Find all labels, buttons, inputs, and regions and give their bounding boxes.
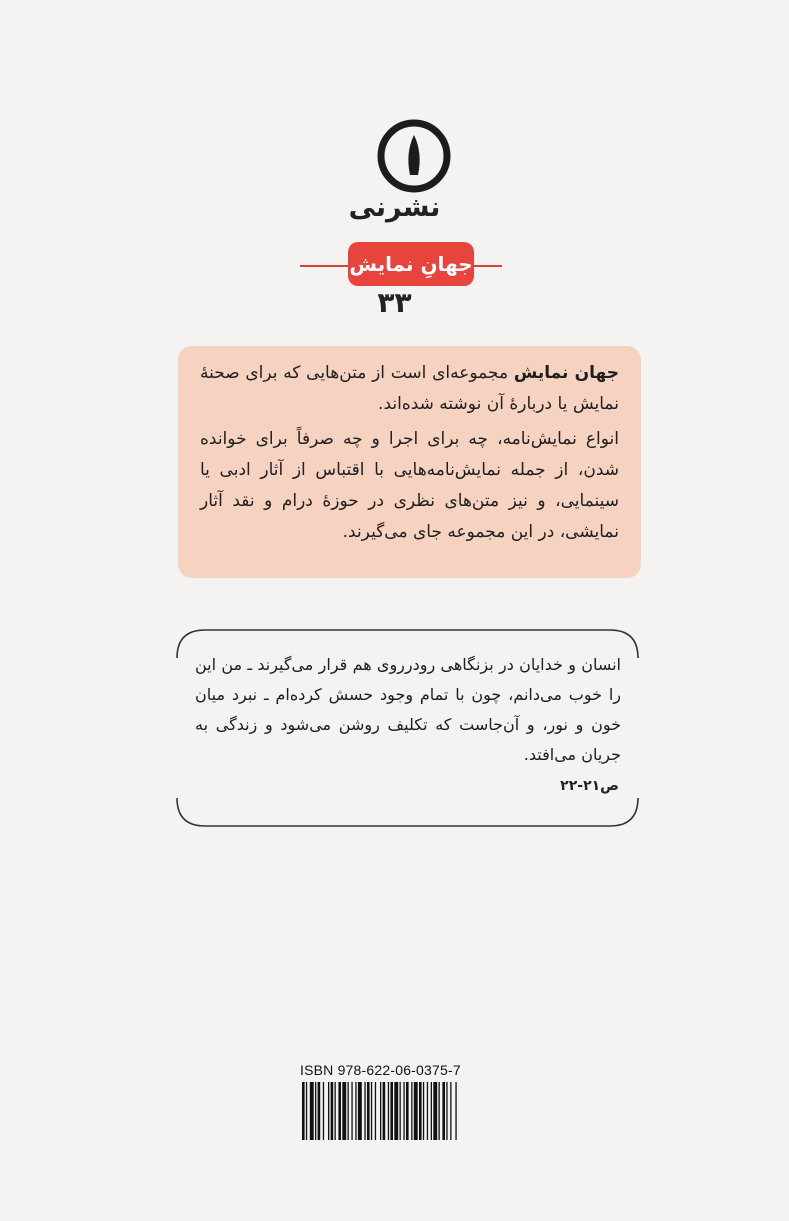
- barcode-bar: [348, 1082, 349, 1140]
- description-text-1: مجموعه‌ای است از متن‌هایی که برای صحنهٔ نمایش یا دربارهٔ آن نوشته شده‌اند.: [200, 363, 619, 414]
- barcode-bar: [439, 1082, 440, 1140]
- barcode-bar: [342, 1082, 346, 1140]
- isbn-barcode: [302, 1082, 510, 1140]
- barcode-bar: [394, 1082, 398, 1140]
- barcode-bar: [331, 1082, 334, 1140]
- barcode-bar: [450, 1082, 451, 1140]
- series-label: جهانِ نمایش: [348, 242, 474, 286]
- barcode-bar: [383, 1082, 386, 1140]
- barcode-bar: [306, 1082, 307, 1140]
- barcode-bar: [355, 1082, 356, 1140]
- series-label-row: [300, 240, 502, 290]
- barcode-bar: [431, 1082, 432, 1140]
- series-title-bold: جهان نمایش: [513, 363, 619, 383]
- quote-box: [175, 628, 640, 828]
- series-description-box: [178, 346, 641, 578]
- barcode-bar: [442, 1082, 445, 1140]
- barcode-bar: [375, 1082, 376, 1140]
- barcode-bar: [414, 1082, 418, 1140]
- description-paragraph-2: انواع نمایش‌نامه، چه برای اجرا و چه صرفاً برای خوانده شدن، از جمله نمایش‌نامه‌هایی با اقتباس از آثار ادبی یا سینمایی، و نیز متن‌های نظری در حوزهٔ درام و نقد آثار نمایشی، در این مجموعه جای می‌گیرند.: [200, 429, 619, 542]
- barcode-bar: [358, 1082, 362, 1140]
- barcode-bar: [302, 1082, 305, 1140]
- barcode-bar: [406, 1082, 409, 1140]
- barcode-bar: [338, 1082, 341, 1140]
- quote-page-reference: ص۲۱-۲۲: [560, 778, 619, 794]
- barcode-bar: [380, 1082, 381, 1140]
- series-divider-left: [300, 265, 348, 267]
- quote-text: انسان و خدایان در بزنگاهی رودرروی هم قرار می‌گیرند ـ من این را خوب می‌دانم، چون با تمام وجود حسش کرده‌ام ـ نبرد میان خون و نور، و آن‌جاست که تکلیف روشن می‌شود و زندگی به جریان می‌افتد.: [195, 655, 621, 764]
- barcode-bar: [419, 1082, 422, 1140]
- barcode-bar: [403, 1082, 404, 1140]
- isbn-text: ISBN 978-622-06-0375-7: [300, 1062, 461, 1078]
- series-number: ۳۳: [377, 286, 412, 319]
- series-divider-right: [474, 265, 502, 267]
- barcode-bar: [427, 1082, 428, 1140]
- barcode-bar: [351, 1082, 352, 1140]
- barcode-bar: [371, 1082, 372, 1140]
- nei-reed-logo-icon: [375, 117, 453, 195]
- barcode-bar: [367, 1082, 370, 1140]
- barcode-bar: [433, 1082, 437, 1140]
- barcode-bar: [455, 1082, 456, 1140]
- barcode-bar: [364, 1082, 365, 1140]
- barcode-bar: [388, 1082, 389, 1140]
- barcode-bar: [400, 1082, 401, 1140]
- description-paragraph-1: [200, 358, 619, 420]
- barcode-bar: [446, 1082, 447, 1140]
- barcode-bar: [423, 1082, 424, 1140]
- barcode-bar: [318, 1082, 321, 1140]
- barcode-bar: [315, 1082, 316, 1140]
- barcode-bar: [310, 1082, 314, 1140]
- barcode-bar: [323, 1082, 324, 1140]
- barcode-bar: [390, 1082, 393, 1140]
- barcode-bar: [411, 1082, 412, 1140]
- barcode-bar: [335, 1082, 336, 1140]
- publisher-name: نشرنی: [348, 192, 441, 223]
- barcode-bar: [328, 1082, 329, 1140]
